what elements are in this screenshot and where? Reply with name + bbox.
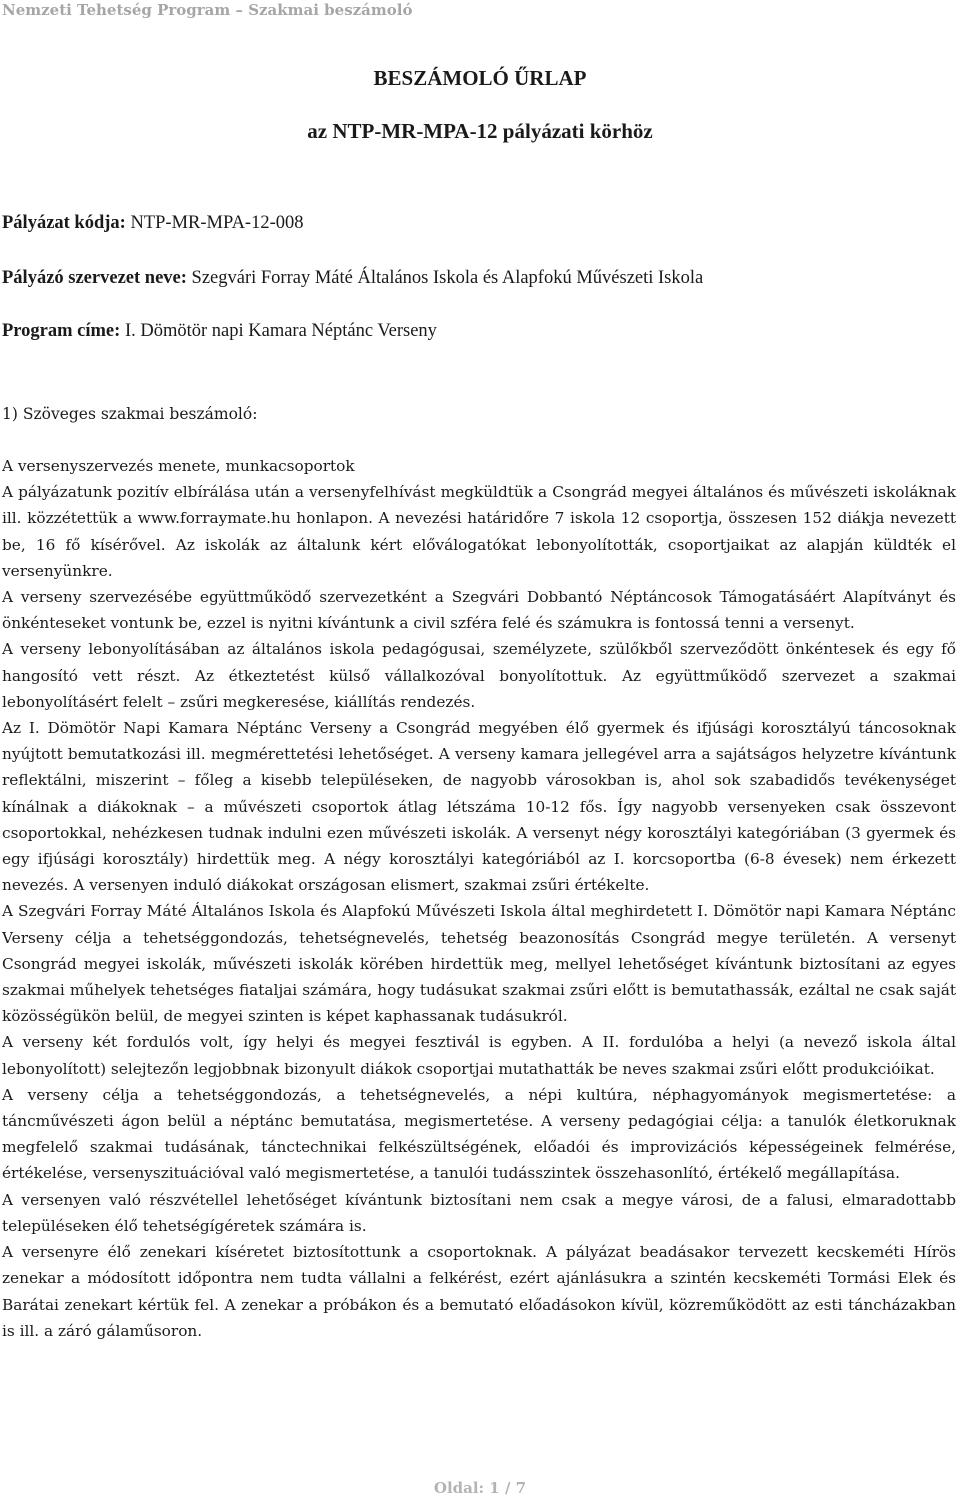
paragraph: A versenyen való részvétellel lehetőséget kívántunk biztosítani nem csak a megye városi, de a falusi, elmaradottabb településeken élő tehetségígéretek számára is. xyxy=(2,1190,956,1235)
paragraph: A Szegvári Forray Máté Általános Iskola és Alapfokú Művészeti Iskola által meghirdetett I. Dömötör napi Kamara Néptánc Verseny célja a tehetséggondozás, tehetségnevelés, tehetség beazonosítás Csongrád megye területén. A versenyt Csongrád megyei iskolák, művészeti iskolák körében hirdettük meg, mellyel lehetőséget kívántunk biztosítani az egyes szakmai műhelyek tehetséges fiataljai számára, hogy tudásukat szakmai zsűri előtt is bemutathassák, ezáltal ne csak saját közösségükön belül, de megyei szinten is képet kaphassanak tudásukról. xyxy=(2,902,956,1026)
paragraph: A pályázatunk pozitív elbírálása után a versenyfelhívást megküldtük a Csongrád megyei általános és művészeti iskoláknak ill. közzétettük a www.forraymate.hu honlapon. A nevezési határidőre 7 iskola 12 csoportja, összesen 152 diákja nevezett be, 16 fő kísérővel. Az iskolák az általunk kért előválogatókat lebonyolították, csoportjaikat az alapján küldték el versenyünkre. xyxy=(2,483,956,580)
program-title-value: I. Dömötör napi Kamara Néptánc Verseny xyxy=(120,321,437,341)
paragraph: A verseny két fordulós volt, így helyi és megyei fesztivál is egyben. A II. fordulóba a helyi (a nevező iskola által lebonyolított) selejtezőn legjobbnak bizonyult diákok csoportjai mutathatták be neves szakmai zsűri előtt produkcióikat. xyxy=(2,1033,956,1078)
report-body xyxy=(2,453,956,1344)
running-header: Nemzeti Tehetség Program – Szakmai beszámoló xyxy=(2,1,413,19)
paragraph: A verseny célja a tehetséggondozás, a tehetségnevelés, a népi kultúra, néphagyományok megismertetése: a táncművészeti ágon belül a néptánc bemutatása, megismertetése. A verseny pedagógiai célja: a tanulók életkoruknak megfelelő szakmai tudásának, tánctechnikai felkészültségének, előadói és improvizációs képességeinek felmérése, értékelése, versenyszituációval való megismertetése, a tanulói tudásszintek összehasonlító, értékelő megállapítása. xyxy=(2,1085,956,1183)
paragraph: A verseny szervezésébe együttműködő szervezetként a Szegvári Dobbantó Néptáncosok Támogatásáért Alapítványt és önkénteseket vontunk be, ezzel is nyitni kívántunk a civil szféra felé és számukra is fontossá tenni a versenyt. xyxy=(2,588,956,633)
organization-name-value: Szegvári Forray Máté Általános Iskola és Alapfokú Művészeti Iskola xyxy=(186,268,704,288)
paragraph-intro: A versenyszervezés menete, munkacsoportok xyxy=(2,457,355,475)
page-number: Oldal: 1 / 7 xyxy=(433,1479,527,1497)
paragraph: Az I. Dömötör Napi Kamara Néptánc Verseny a Csongrád megyében élő gyermek és ifjúsági korosztályú táncosoknak nyújtott bemutatkozási ill. megmérettetési lehetőséget. A verseny kamara jellegével arra a sajátságos helyzetre kívántunk reflektálni, miszerint – főleg a kisebb településeken, de nagyobb városokban is, ahol sok szabadidős tevékenységet kínálnak a diákoknak – a művészeti csoportok átlag létszáma 10-12 fős. Így nagyobb versenyeken csak összevont csoportokkal, nehézkesen tudnak indulni ezen művészeti iskolák. A versenyt négy korosztályi kategóriában (3 gyermek és egy ifjúsági korosztály) hirdettük meg. A négy korosztályi kategóriából az I. korcsoportba (6-8 évesek) nem érkezett nevezés. A versenyen induló diákokat országosan elismert, szakmai zsűri értékelte. xyxy=(2,719,956,895)
form-title: BESZÁMOLÓ ŰRLAP xyxy=(373,66,587,90)
program-title-field xyxy=(2,320,437,342)
paragraph: A versenyre élő zenekari kíséretet biztosítottunk a csoportoknak. A pályázat beadásakor tervezett kecskeméti Hírös zenekar a módosított időpontra nem tudta vállalni a felkérést, ezért ajánlásukra a szintén kecskeméti Tormási Elek és Barátai zenekart kértük fel. A zenekar a próbákon és a bemutató előadásokon kívül, közreműködött az esti táncházakban is ill. a záró gálaműsoron. xyxy=(2,1243,956,1340)
organization-name-label: Pályázó szervezet neve: xyxy=(2,268,187,288)
application-code-field xyxy=(2,212,304,234)
program-title-label: Program címe: xyxy=(2,321,121,341)
organization-name-field xyxy=(2,267,703,289)
paragraph: A verseny lebonyolításában az általános iskola pedagógusai, személyzete, szülőkből szerveződött önkéntesek és egy fő hangosító vett részt. Az étkeztetést külső vállalkozóval bonyolítottuk. Az együttműködő szervezet a szakmai lebonyolításért felelt – zsűri megkeresése, kiállítás rendezés. xyxy=(2,640,956,711)
section-heading: 1) Szöveges szakmai beszámoló: xyxy=(2,405,258,423)
form-subtitle: az NTP-MR-MPA-12 pályázati körhöz xyxy=(307,119,653,143)
application-code-value: NTP-MR-MPA-12-008 xyxy=(125,213,304,233)
application-code-label: Pályázat kódja: xyxy=(2,213,126,233)
